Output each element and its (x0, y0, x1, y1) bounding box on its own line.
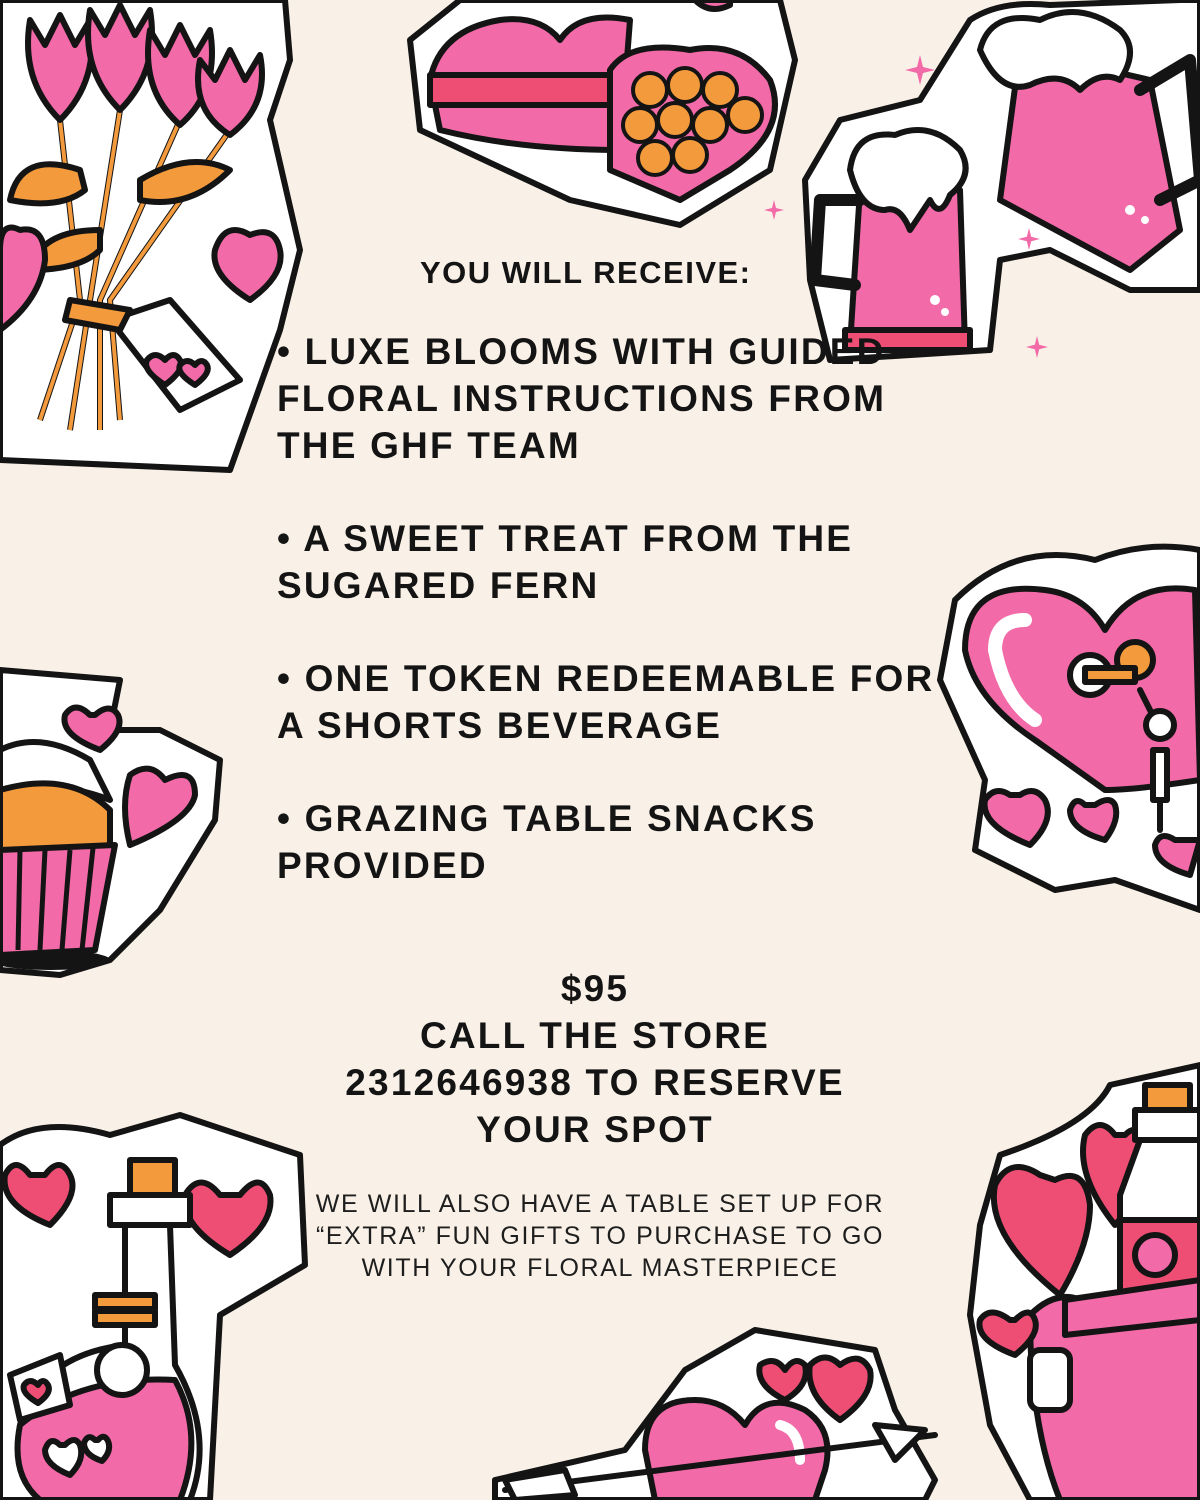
beer-mug-icon (800, 0, 1200, 370)
pricing-block (295, 965, 895, 1153)
sparkle-icon (1026, 336, 1048, 358)
footnote-line: WE WILL ALSO HAVE A TABLE SET UP FOR (315, 1190, 885, 1218)
footnote-line: WITH YOUR FLORAL MASTERPIECE (361, 1254, 839, 1282)
benefits-list (277, 328, 937, 935)
list-item: • A SWEET TREAT FROM THE SUGARED FERN (277, 518, 854, 606)
price-text: $95 (560, 968, 630, 1009)
tulip-bouquet-icon (0, 0, 300, 470)
heart-lock-icon (935, 540, 1200, 910)
perfume-bottle-icon (970, 1065, 1200, 1500)
sparkle-icon (1018, 228, 1040, 250)
heart-chocolate-box-icon (400, 0, 800, 230)
list-item: • GRAZING TABLE SNACKS PROVIDED (277, 798, 817, 886)
love-potion-icon (0, 1115, 305, 1500)
section-heading: YOU WILL RECEIVE: (420, 255, 752, 290)
sparkle-icon (764, 200, 784, 220)
sparkle-icon (905, 55, 935, 85)
cupcake-icon (0, 670, 225, 980)
call-line: CALL THE STORE (419, 1015, 771, 1056)
call-line: 2312646938 TO RESERVE (345, 1062, 845, 1103)
call-line: YOUR SPOT (476, 1109, 714, 1150)
footnote-line: “EXTRA” FUN GIFTS TO PURCHASE TO GO (315, 1222, 885, 1250)
heart-arrow-icon (495, 1330, 945, 1500)
list-item: • ONE TOKEN REDEEMABLE FOR A SHORTS BEVERAGE (277, 658, 935, 746)
extra-gifts-note (300, 1188, 900, 1284)
list-item: • LUXE BLOOMS WITH GUIDED FLORAL INSTRUCTIONS FROM THE GHF TEAM (277, 331, 887, 466)
